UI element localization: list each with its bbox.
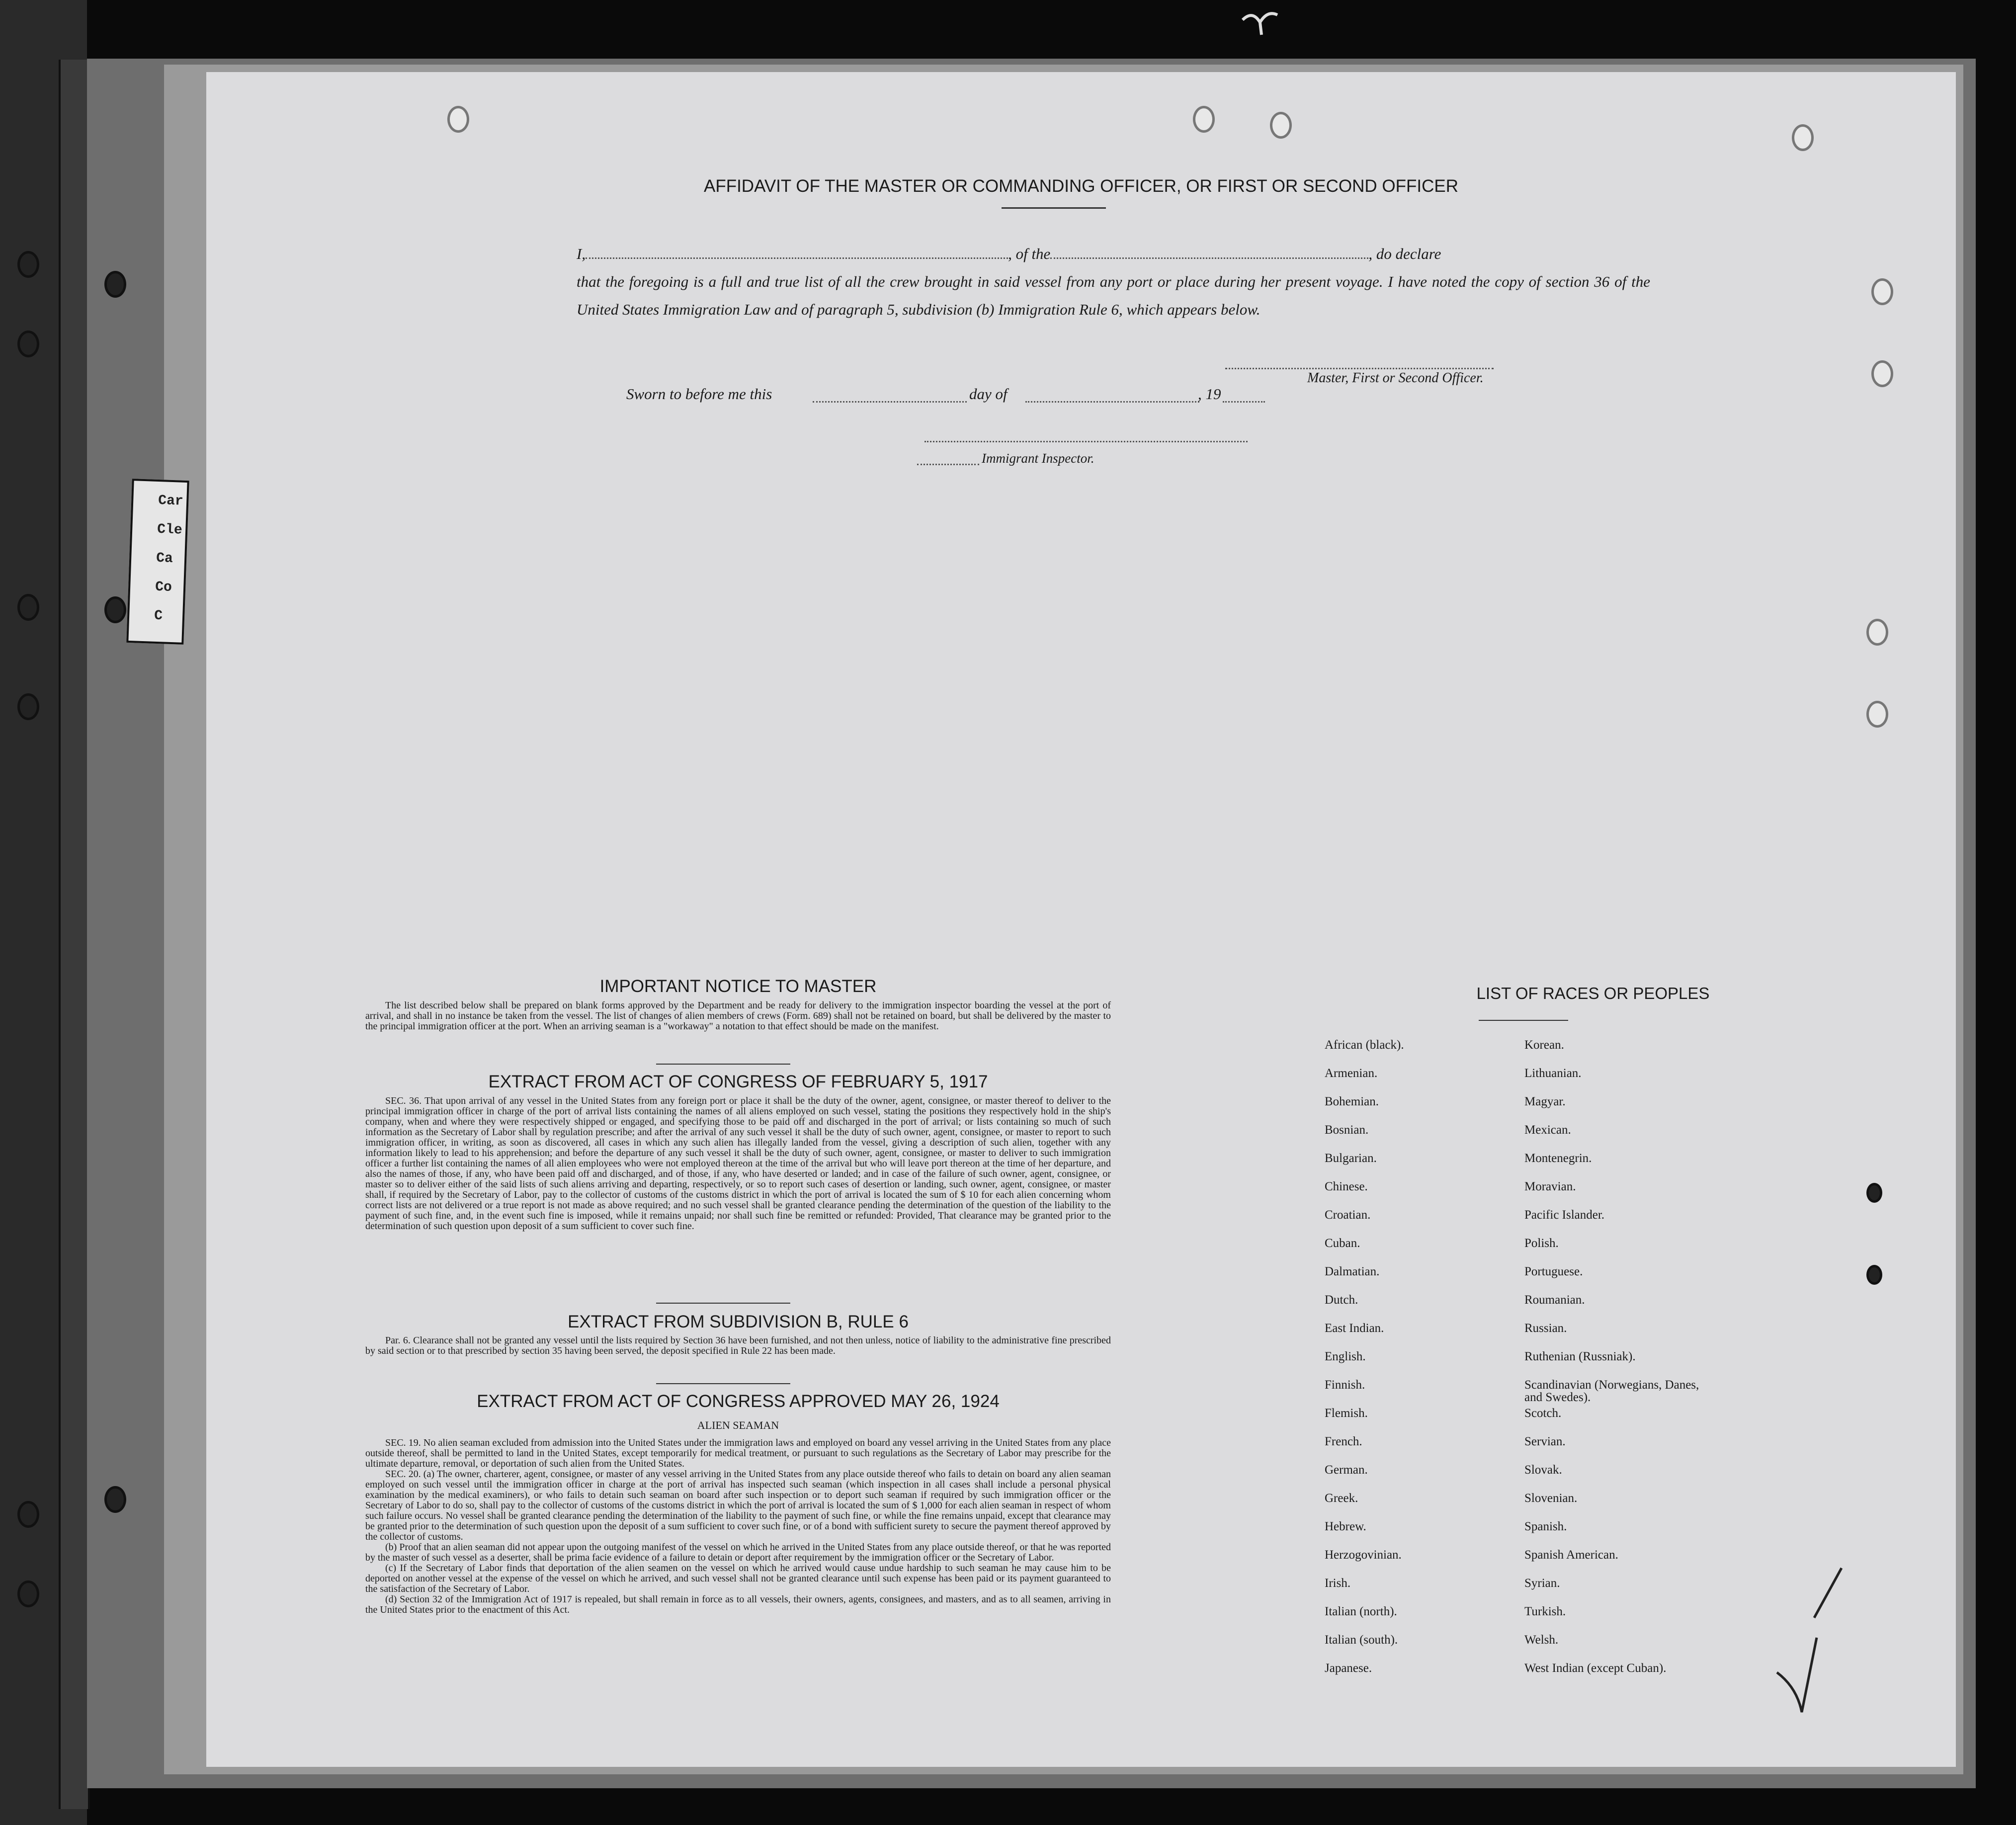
divider — [1002, 207, 1106, 209]
race-item: Montenegrin. — [1524, 1152, 1592, 1165]
day-of-label: day of — [969, 385, 1008, 403]
race-item: Pacific Islander. — [1524, 1208, 1605, 1222]
notice-heading: IMPORTANT NOTICE TO MASTER — [599, 977, 877, 996]
race-item: Slovak. — [1524, 1463, 1562, 1477]
inspector-line — [924, 441, 1248, 442]
year-blank — [1223, 401, 1265, 403]
notice-text — [365, 1000, 1111, 1032]
race-item: French. — [1325, 1435, 1362, 1448]
i-label: I, — [577, 245, 586, 262]
extract-1924-paragraph: (d) Section 32 of the Immigration Act of 1917 is repealed, but shall remain in force as to all vessels, their owners, agents, consignees, and masters, and as to all seamen, arriving in the United States prior to the enactment of this Act. — [365, 1594, 1111, 1615]
binder-hole — [104, 1486, 126, 1513]
race-item: Welsh. — [1524, 1633, 1559, 1647]
binder-hole — [17, 693, 39, 720]
inspector-label: Immigrant Inspector. — [982, 451, 1094, 466]
month-blank — [1025, 401, 1199, 403]
race-item: East Indian. — [1325, 1322, 1384, 1335]
race-item: Roumanian. — [1524, 1293, 1585, 1307]
race-item: Moravian. — [1524, 1180, 1576, 1193]
race-item: Scandinavian (Norwegians, Danes, and Swedes). — [1524, 1378, 1699, 1404]
race-item: Chinese. — [1325, 1180, 1368, 1193]
race-item: Spanish. — [1524, 1520, 1567, 1533]
signature-label: Master, First or Second Officer. — [1307, 370, 1484, 386]
races-left-column — [1325, 1039, 1509, 1690]
race-item: Irish. — [1325, 1576, 1351, 1590]
race-item: Mexican. — [1524, 1123, 1571, 1137]
binder-hole — [17, 251, 39, 278]
race-item: Bohemian. — [1325, 1095, 1379, 1108]
extract-1917-heading: EXTRACT FROM ACT OF CONGRESS OF FEBRUARY 5, 1917 — [488, 1072, 988, 1091]
race-item: Greek. — [1325, 1492, 1358, 1505]
race-item: Syrian. — [1524, 1576, 1560, 1590]
extract-1924-paragraph: SEC. 19. No alien seaman excluded from admission into the United States under the immigration laws and employed on board any vessel arriving in the United States from any place outside thereof, shall be permitted to land in the United States, except temporarily for medical treatment, or pursuant to such regulations as the Secretary of Labor may prescribe for the ultimate departure, removal, or deportation of such alien from the United States. — [365, 1437, 1111, 1469]
binder-hole — [17, 594, 39, 621]
day-blank — [813, 401, 967, 403]
race-item: Dutch. — [1325, 1293, 1358, 1307]
divider — [656, 1303, 790, 1304]
divider — [656, 1064, 790, 1065]
index-tab — [126, 479, 189, 645]
rule6-heading: EXTRACT FROM SUBDIVISION B, RULE 6 — [568, 1312, 909, 1331]
inspector-line-lead — [917, 464, 979, 465]
extract-1924-paragraph: (b) Proof that an alien seaman did not appear upon the outgoing manifest of the vessel on which he arrived in the United States from any place outside thereof, or that he was reported by the master of such vessel as a deserter, shall be prima facie evidence of a failure to detain or deport after requirement by the immigration officer or the Secretary of Labor. — [365, 1542, 1111, 1563]
sworn-label: Sworn to before me this — [626, 385, 772, 403]
race-item: Flemish. — [1325, 1407, 1368, 1420]
rule6-paragraph: Par. 6. Clearance shall not be granted any vessel until the lists required by Section 36 have been furnished, and not then unless, notice of liability to the administrative fine prescribed by said section or to that prescribed by section 35 having been served, the deposit specified in Rule 22 has been made. — [365, 1335, 1111, 1356]
binder-hole — [17, 1501, 39, 1528]
extract-1917-text — [365, 1096, 1111, 1232]
binder-hole — [17, 331, 39, 357]
extract-1924-text — [365, 1438, 1111, 1615]
page-hole — [1866, 701, 1888, 728]
affidavit-title: AFFIDAVIT OF THE MASTER OR COMMANDING OFFICER, OR FIRST OR SECOND OFFICER — [703, 176, 1459, 196]
divider — [656, 1383, 790, 1384]
declare-label: , do declare — [1368, 245, 1441, 262]
races-right-column — [1524, 1039, 1733, 1690]
extract-1924-paragraph: SEC. 20. (a) The owner, charterer, agent, consignee, or master of any vessel arriving in the United States from any place outside thereof who fails to detain on board any alien seaman employed on such vessel until the immigration officer in charge at the port of arrival has inspected such seaman (which inspection in all cases shall include a personal physical examination by the medical examiners), or who fails to detain such seaman on board after such inspection or to deport such seaman if required by such immigration officer or the Secretary of Labor to do so, shall pay to the collector of customs of the customs district in which the port of arrival is located the sum of $ 1,000 for each alien seaman in respect of whom such failure occurs. No vessel shall be granted clearance pending the determination of the liability to the payment of such fine, or while the fine remains unpaid, except that clearance may be granted prior to the determination of such question upon the deposit of a sum sufficient to cover such fine, or of a bond with sufficient surety to secure the payment thereof approved by the collector of customs. — [365, 1469, 1111, 1542]
page-hole — [1866, 619, 1888, 646]
race-item: Korean. — [1524, 1038, 1564, 1052]
race-item: Slovenian. — [1524, 1492, 1578, 1505]
race-item: Turkish. — [1524, 1605, 1566, 1618]
page-hole — [1792, 124, 1814, 151]
race-item: Bulgarian. — [1325, 1152, 1377, 1165]
race-item: Ruthenian (Russniak). — [1524, 1350, 1636, 1363]
races-heading: LIST OF RACES OR PEOPLES — [1476, 984, 1710, 1002]
ink-mark — [1238, 5, 1282, 40]
race-item: Russian. — [1524, 1322, 1567, 1335]
page-hole — [1866, 1265, 1882, 1285]
race-item: Dalmatian. — [1325, 1265, 1380, 1278]
tab-label-line: C — [154, 608, 163, 624]
race-item: Croatian. — [1325, 1208, 1371, 1222]
race-item: Herzogovinian. — [1325, 1548, 1402, 1562]
page-hole — [1193, 106, 1215, 133]
binder-edge — [59, 60, 90, 1809]
race-item: Italian (south). — [1325, 1633, 1398, 1647]
alien-seaman-subheading: ALIEN SEAMAN — [697, 1419, 779, 1431]
tab-label-line: Ca — [156, 550, 173, 567]
affidavit-text — [577, 240, 1650, 324]
race-item: Lithuanian. — [1524, 1067, 1582, 1080]
notice-paragraph: The list described below shall be prepared on blank forms approved by the Department and be ready for delivery to the immigration inspector boarding the vessel at the port of arrival, and shall in no instance be taken from the vessel. The list of changes of alien members of crews (Form. 689) shall not be retained on board, but shall be delivered by the master to the principal immigration officer at the port. When an arriving seaman is a "workaway" a notation to that effect should be made on the manifest. — [365, 1000, 1111, 1032]
tab-label-line: Co — [155, 579, 172, 596]
race-item: Armenian. — [1325, 1067, 1378, 1080]
binder-hole — [104, 596, 126, 623]
page-hole — [447, 106, 469, 133]
race-item: Magyar. — [1524, 1095, 1566, 1108]
race-item: Servian. — [1524, 1435, 1566, 1448]
tab-label-line: Car — [158, 493, 184, 509]
page-hole — [1871, 360, 1893, 387]
race-item: Polish. — [1524, 1237, 1559, 1250]
race-item: African (black). — [1325, 1038, 1404, 1052]
race-item: German. — [1325, 1463, 1368, 1477]
race-item: Portuguese. — [1524, 1265, 1583, 1278]
vessel-blank — [1050, 255, 1368, 259]
race-item: Cuban. — [1325, 1237, 1360, 1250]
page-hole — [1270, 112, 1292, 139]
race-item: Finnish. — [1325, 1378, 1365, 1392]
race-item: Spanish American. — [1524, 1548, 1618, 1562]
page-hole — [1866, 1183, 1882, 1203]
affidavit-body: that the foregoing is a full and true list of all the crew brought in said vessel from any port or place during her present voyage. I have noted the copy of section 36 of the United States Immigration Law and of paragraph 5, subdivision (b) Immigration Rule 6, which appears below. — [577, 273, 1650, 318]
race-item: Bosnian. — [1325, 1123, 1369, 1137]
document-page — [206, 72, 1956, 1767]
binder-hole — [17, 1580, 39, 1607]
tab-label-line: Cle — [157, 521, 183, 538]
rule6-text — [365, 1335, 1111, 1356]
race-item: English. — [1325, 1350, 1366, 1363]
race-item: West Indian (except Cuban). — [1524, 1661, 1667, 1675]
race-item: Italian (north). — [1325, 1605, 1397, 1618]
page-hole — [1871, 278, 1893, 305]
race-item: Japanese. — [1325, 1661, 1372, 1675]
binder-hole — [104, 271, 126, 298]
pencil-mark — [1767, 1563, 1847, 1727]
divider — [1479, 1020, 1568, 1021]
race-item: Scotch. — [1524, 1407, 1562, 1420]
extract-1924-paragraph: (c) If the Secretary of Labor finds that deportation of the alien seamen on the vessel on which he arrived would cause undue hardship to such seaman he may cause him to be deported on another vessel at the expense of the vessel on which he arrived, and such vessel shall not be granted clearance until such expense has been paid or its payment guaranteed to the satisfaction of the Secretary of Labor. — [365, 1563, 1111, 1594]
race-item: Hebrew. — [1325, 1520, 1366, 1533]
name-blank — [586, 255, 1008, 259]
extract-1917-paragraph: SEC. 36. That upon arrival of any vessel in the United States from any foreign port or place it shall be the duty of the owner, agent, consignee, or master thereof to deliver to the principal immigration officer in charge of the port of arrival lists containing the names of all aliens employed on such vessel, stating the positions they respectively hold in the ship's company, when and where they were respectively shipped or engaged, and specifying those to be paid off and discharged in the port of arrival; or lists containing so much of such information as the Secretary of Labor shall by regulation prescribe; and after the arrival of any such vessel it shall be the duty of such owner, agent, consignee, or master to report to such immigration officer, in writing, as soon as discovered, all cases in which any such alien has illegally landed from the vessel, giving a description of such alien, together with any information likely to lead to his apprehension; and before the departure of any such vessel it shall be the duty of such owner, agent, consignee, or master to deliver to such immigration officer a further list containing the names of all alien employees who were not employed thereon at the time of the arrival but who will leave port thereon at the time of her departure, and also the names of those, if any, who have been paid off and discharged, and of those, if any, who have deserted or landed; and in case of the failure of such owner, agent, consignee, or master so to deliver either of the said lists of such aliens arriving and departing, respectively, or so to report such cases of desertion or landing, such owner, agent, consignee, or master shall, if required by the Secretary of Labor, pay to the collector of customs of the customs district in which the port of arrival is located the sum of $ 10 for each alien concerning whom correct lists are not delivered or a true report is not made as above required; and no such vessel shall be granted clearance pending the determination of the question of the liability to the payment of such fine, and, in the event such fine is imposed, while it remains unpaid; nor shall such fine be remitted or refunded: Provided, That clearance may be granted prior to the determination of such question upon deposit of a sum sufficient to cover such fine. — [365, 1095, 1111, 1232]
extract-1924-heading: EXTRACT FROM ACT OF CONGRESS APPROVED MAY 26, 1924 — [477, 1392, 1000, 1411]
signature-line — [1225, 368, 1494, 369]
of-the-label: , of the — [1008, 245, 1051, 262]
year-label: , 19 — [1198, 385, 1221, 403]
